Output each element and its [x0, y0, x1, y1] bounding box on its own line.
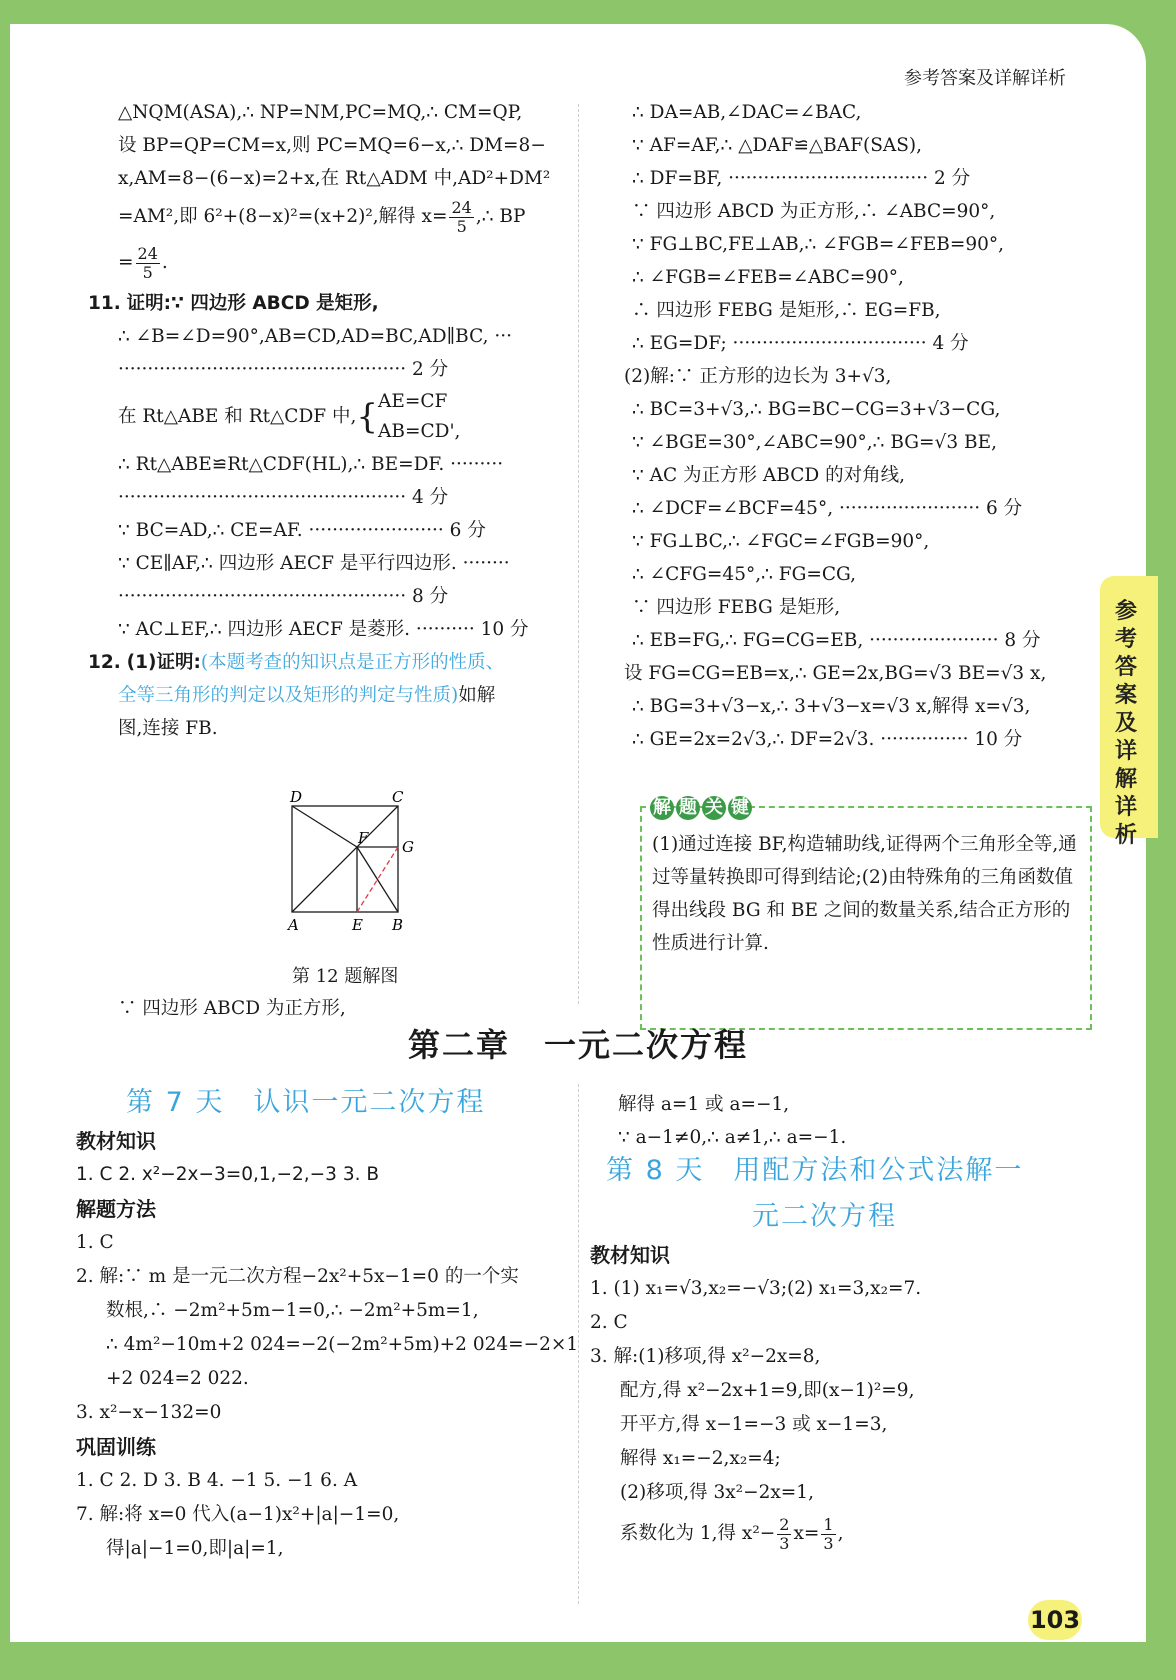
text-line: ∵ a−1≠0,∴ a≠1,∴ a=−1. [618, 1127, 847, 1148]
text-line: ∴ BC=3+√3,∴ BG=BC−CG=3+√3−CG, [632, 399, 1001, 420]
text-line: 图,连接 FB. [118, 718, 218, 739]
label-d: D [290, 790, 303, 806]
day7-title: 第 7 天 认识一元二次方程 [126, 1087, 486, 1118]
text-line: ∴ ∠B=∠D=90°,AB=CD,AD=BC,AD∥BC, ··· [118, 326, 513, 347]
text-line: ∵ CE∥AF,∴ 四边形 AECF 是平行四边形. ········ [118, 553, 510, 574]
text-line: ∵ 四边形 ABCD 为正方形, [118, 998, 346, 1019]
text-line: ················································· 4 分 [118, 487, 449, 508]
header-title: 参考答案及详解详析 [904, 68, 1066, 89]
diagonal-ac [292, 806, 398, 912]
key-tip-text: (1)通过连接 BF,构造辅助线,证得两个三角形全等,通过等量转换即可得到结论;(2)由特殊角的三角函数值得出线段 BG 和 BE 之间的数量关系,结合正方形的性质进行计算. [652, 834, 1077, 954]
section-heading: 教材知识 [590, 1243, 670, 1267]
right-top-column [624, 96, 1092, 756]
segment-df [292, 806, 357, 847]
text-line: x,AM=8−(6−x)=2+x,在 Rt△ADM 中,AD²+DM² [118, 168, 551, 189]
text-line: 解得 x₁=−2,x₂=4; [620, 1448, 781, 1469]
text-line: (2)移项,得 3x²−2x=1, [620, 1482, 814, 1503]
label-a: A [288, 916, 299, 934]
text-line: 1. (1) x₁=√3,x₂=−√3;(2) x₁=3,x₂=7. [590, 1278, 922, 1299]
text-line: 3. 解:(1)移项,得 x²−2x=8, [590, 1346, 821, 1367]
side-tab-label: 参考答案及详解详析 [1114, 599, 1137, 848]
text-line: ∴ BG=3+√3−x,∴ 3+√3−x=√3 x,解得 x=√3, [632, 696, 1031, 717]
column-divider [578, 104, 579, 1004]
section-heading: 教材知识 [76, 1129, 156, 1153]
text-line: ∵ FG⊥BC,FE⊥AB,∴ ∠FGB=∠FEB=90°, [632, 234, 1005, 255]
label-b: B [392, 916, 404, 934]
text-line: 在 Rt△ABE 和 Rt△CDF 中,{ AE=CF AB=CD', [118, 391, 461, 442]
text-line: 设 BP=QP=CM=x,则 PC=MQ=6−x,∴ DM=8− [118, 135, 546, 156]
text-line: ∵ AC⊥EF,∴ 四边形 AECF 是菱形. ·········· 10 分 [118, 619, 529, 640]
text-line: ∴ ∠DCF=∠BCF=45°, ························ 6 分 [632, 498, 1023, 519]
left-bottom-column [76, 1124, 579, 1566]
label-e: E [352, 916, 363, 934]
text-line: ∵ BC=AD,∴ CE=AF. ······················· 6 分 [118, 520, 486, 541]
text-line: ∴ DF=BF, ·································· 2 分 [632, 168, 971, 189]
text-line: 1. C 2. x²−2x−3=0,1,−2,−3 3. B [76, 1164, 380, 1185]
text-line: = $\frac{24}{5}$ . [118, 243, 168, 282]
text-line: ∵ ∠BGE=30°,∠ABC=90°,∴ BG=√3 BE, [632, 432, 997, 453]
text-line: ∵ AF=AF,∴ △DAF≌△BAF(SAS), [632, 135, 922, 156]
text-line: ················································· 8 分 [118, 586, 449, 607]
text-line: △NQM(ASA),∴ NP=NM,PC=MQ,∴ CM=QP, [118, 102, 523, 123]
text-line: 2. 解:∵ m 是一元二次方程−2x²+5x−1=0 的一个实 [76, 1266, 519, 1287]
figure-caption: 第 12 题解图 [292, 966, 399, 987]
fraction: $\frac{24}{5}$ [137, 243, 158, 282]
text-line: 开平方,得 x−1=−3 或 x−1=3, [620, 1414, 888, 1435]
text-line: ················································· 2 分 [118, 359, 449, 380]
text-line: ∴ Rt△ABE≌Rt△CDF(HL),∴ BE=DF. ········· [118, 454, 504, 475]
text-line: 1. C [76, 1232, 114, 1253]
right-bottom-top [618, 1088, 1088, 1154]
text-line: 1. C 2. D 3. B 4. −1 5. −1 6. A [76, 1470, 358, 1491]
text-line: ∴ 四边形 FEBG 是矩形,∴ EG=FB, [632, 300, 941, 321]
right-bottom-column [590, 1238, 1090, 1558]
left-top-column [88, 96, 573, 745]
text-line: 7. 解:将 x=0 代入(a−1)x²+|a|−1=0, [76, 1504, 400, 1525]
text-line: ∵ FG⊥BC,∴ ∠FGC=∠FGB=90°, [632, 531, 930, 552]
text-line: 全等三角形的判定以及矩形的判定与性质)如解 [118, 685, 496, 706]
text-line: ∵ 四边形 ABCD 为正方形,∴ ∠ABC=90°, [632, 201, 996, 222]
text-line: ∴ DA=AB,∠DAC=∠BAC, [632, 102, 862, 123]
text-line: 解得 a=1 或 a=−1, [618, 1094, 790, 1115]
text-line: 得|a|−1=0,即|a|=1, [106, 1538, 284, 1559]
label-c: C [392, 790, 404, 806]
day8-title-line2: 元二次方程 [752, 1201, 897, 1232]
day8-title-line1: 第 8 天 用配方法和公式法解一 [606, 1155, 1024, 1186]
geometry-figure [272, 790, 432, 960]
page-number: 103 [1028, 1600, 1082, 1640]
label-g: G [402, 838, 414, 856]
text-line: ∴ GE=2x=2√3,∴ DF=2√3. ··············· 10 分 [632, 729, 1023, 750]
fraction: $\frac{1}{3}$ [823, 1514, 834, 1553]
section-heading: 巩固训练 [76, 1435, 156, 1459]
fraction: $\frac{24}{5}$ [451, 197, 472, 236]
key-tip-badge: 解 题 关 键 [650, 796, 754, 820]
text-line: ∴ ∠FGB=∠FEB=∠ABC=90°, [632, 267, 904, 288]
question-12: 12. (1)证明:(本题考查的知识点是正方形的性质、 [88, 652, 505, 673]
text-line: ∴ EG=DF; ································· 4 分 [632, 333, 969, 354]
text-line: ∴ 4m²−10m+2 024=−2(−2m²+5m)+2 024=−2×1 [106, 1334, 579, 1355]
text-line: 系数化为 1,得 x²− $\frac{2}{3}$ x= $\frac{1}{3}$ , [620, 1514, 844, 1553]
text-line: ∵ AC 为正方形 ABCD 的对角线, [632, 465, 905, 486]
chapter-title: 第二章 一元二次方程 [407, 1026, 748, 1064]
text-line: 2. C [590, 1312, 628, 1333]
text-line: (2)解:∵ 正方形的边长为 3+√3, [624, 366, 892, 387]
text-line: 设 FG=CG=EB=x,∴ GE=2x,BG=√3 BE=√3 x, [624, 663, 1047, 684]
fraction: $\frac{2}{3}$ [779, 1514, 790, 1553]
label-f: F [358, 829, 369, 847]
text-line: ∴ EB=FG,∴ FG=CG=EB, ······················ 8 分 [632, 630, 1041, 651]
text-line: 3. x²−x−132=0 [76, 1402, 222, 1423]
page [10, 24, 1146, 1642]
section-heading: 解题方法 [76, 1197, 156, 1221]
text-line: ∴ ∠CFG=45°,∴ FG=CG, [632, 564, 857, 585]
column-divider-lower [578, 1084, 579, 1604]
question-11: 11. 证明:∵ 四边形 ABCD 是矩形, [88, 293, 379, 314]
text-line: 配方,得 x²−2x+1=9,即(x−1)²=9, [620, 1380, 915, 1401]
text-line: ∵ 四边形 FEBG 是矩形, [632, 597, 841, 618]
text-line: +2 024=2 022. [106, 1368, 249, 1389]
text-line: =AM²,即 6²+(8−x)²=(x+2)²,解得 x= $\frac{24}{5}$ ,∴ BP [118, 197, 526, 236]
text-line: 数根,∴ −2m²+5m−1=0,∴ −2m²+5m=1, [106, 1300, 479, 1321]
